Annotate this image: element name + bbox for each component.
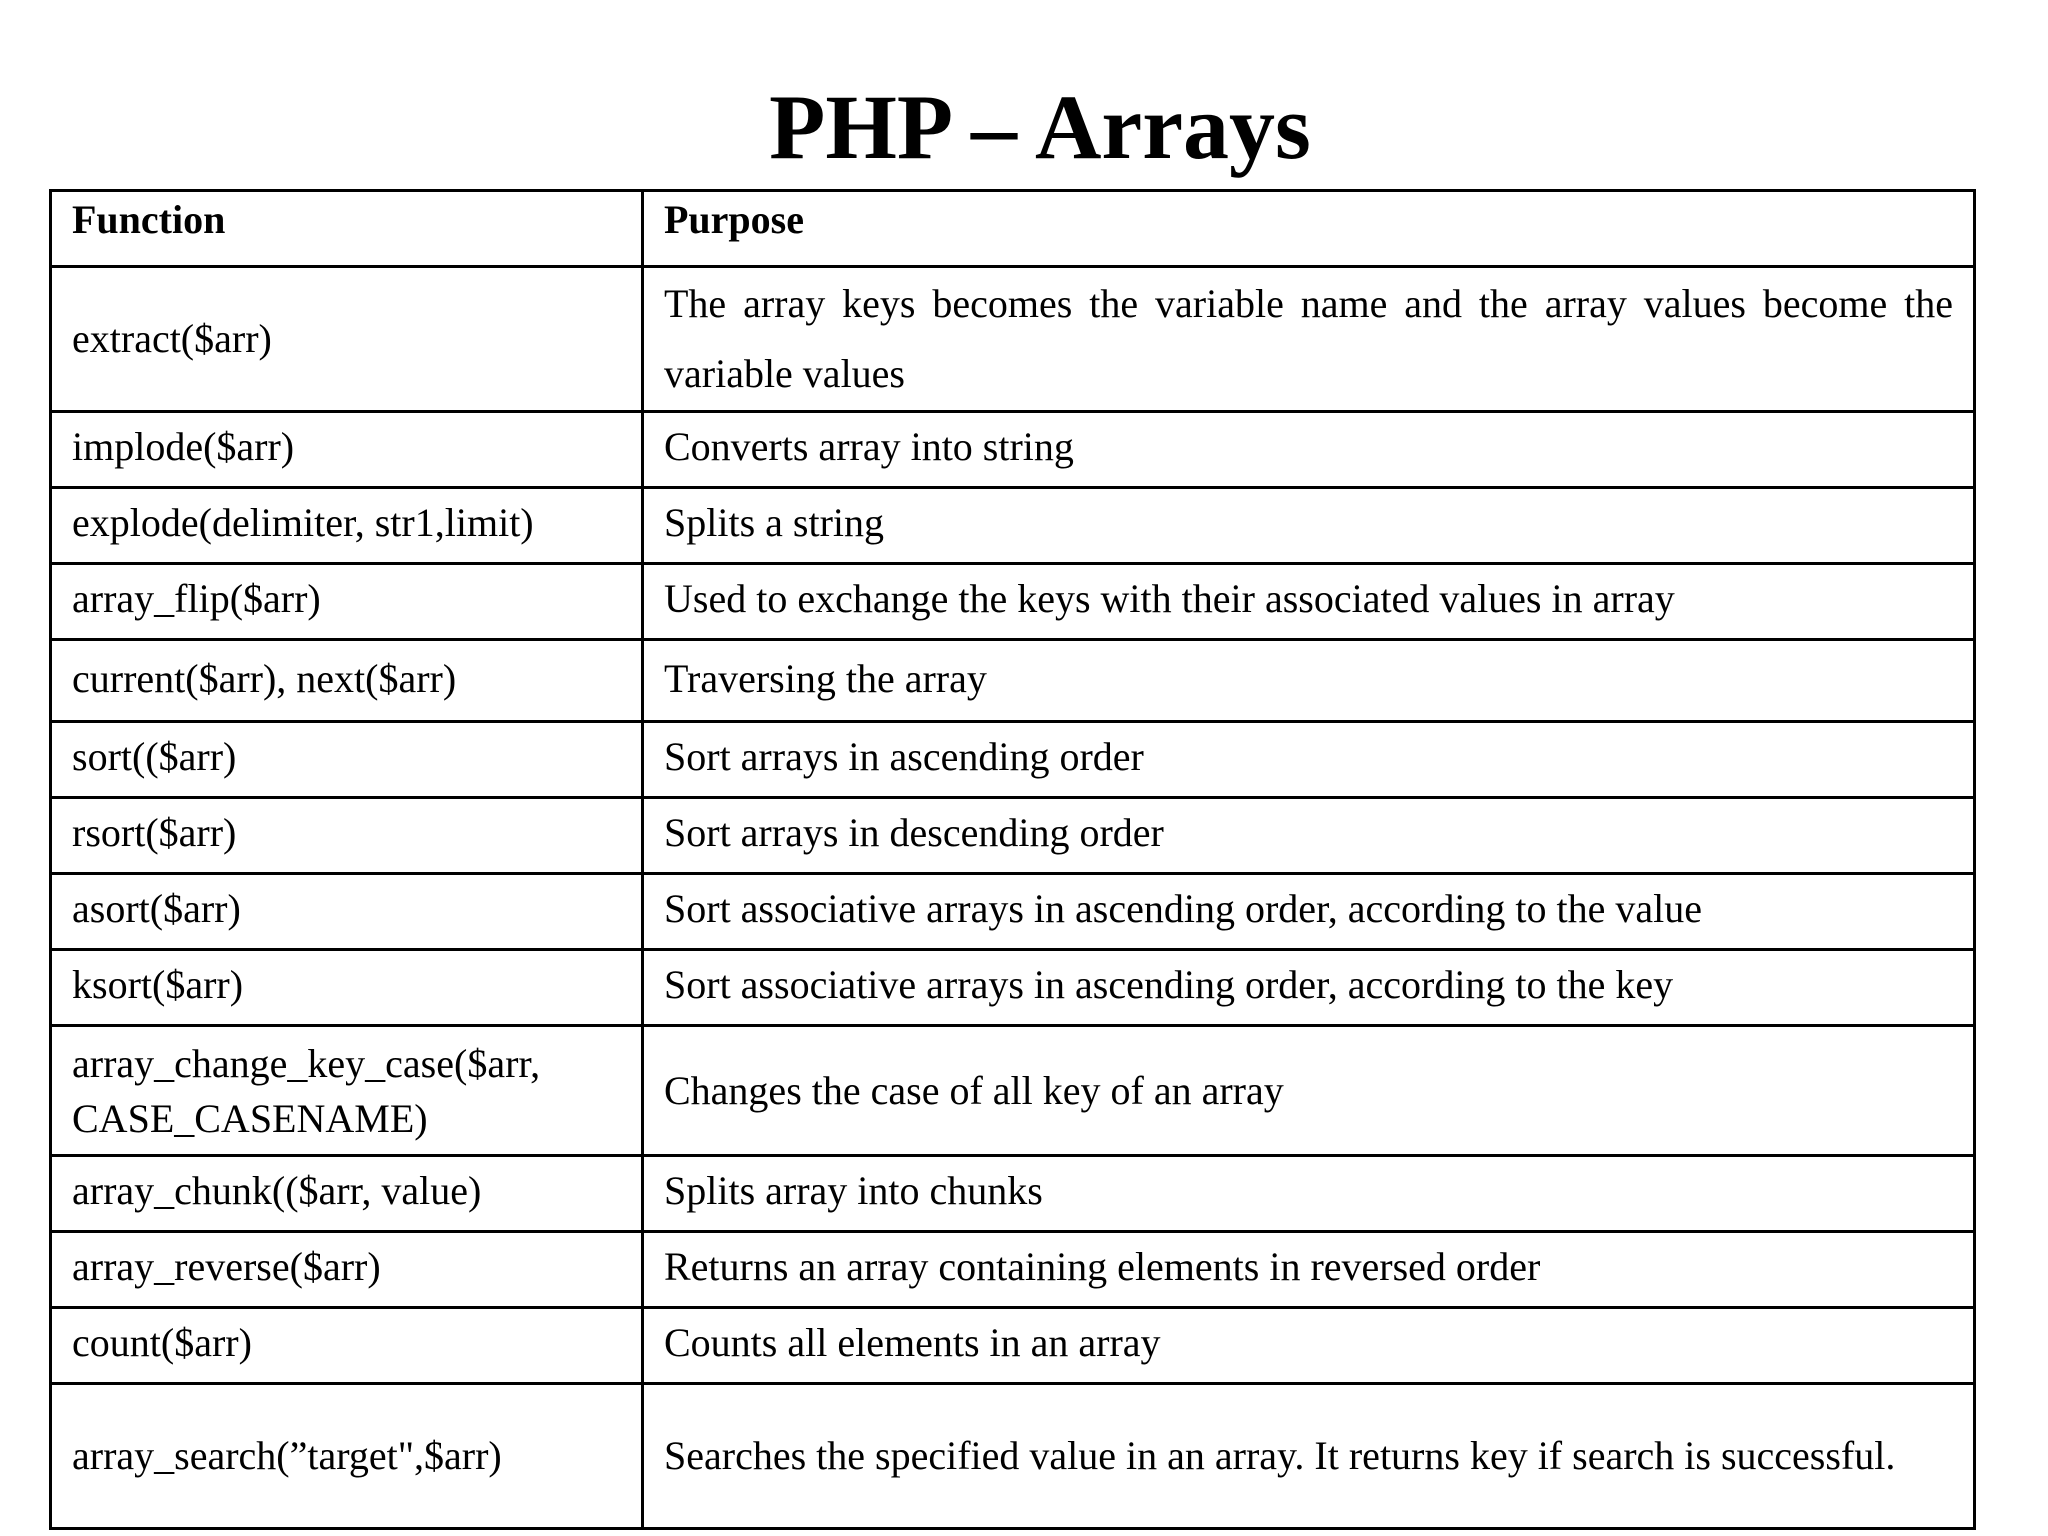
function-cell: ksort($arr) bbox=[51, 950, 643, 1026]
table-row bbox=[51, 488, 1975, 564]
table-row bbox=[51, 1232, 1975, 1308]
function-cell: array_search(”target",$arr) bbox=[51, 1384, 643, 1529]
function-cell: explode(delimiter, str1,limit) bbox=[51, 488, 643, 564]
purpose-cell: Returns an array containing elements in reversed order bbox=[643, 1232, 1975, 1308]
php-array-functions-table bbox=[49, 189, 1976, 1530]
table-row bbox=[51, 950, 1975, 1026]
purpose-cell: The array keys becomes the variable name and the array values become the variable values bbox=[643, 267, 1975, 412]
table-header-row bbox=[51, 191, 1975, 267]
column-header-purpose: Purpose bbox=[643, 191, 1975, 267]
table-row bbox=[51, 1156, 1975, 1232]
purpose-cell: Counts all elements in an array bbox=[643, 1308, 1975, 1384]
table-row bbox=[51, 1308, 1975, 1384]
purpose-cell: Sort arrays in descending order bbox=[643, 798, 1975, 874]
table-row bbox=[51, 564, 1975, 640]
function-cell: current($arr), next($arr) bbox=[51, 640, 643, 722]
purpose-cell: Traversing the array bbox=[643, 640, 1975, 722]
purpose-cell: Used to exchange the keys with their associated values in array bbox=[643, 564, 1975, 640]
function-cell: array_change_key_case($arr, CASE_CASENAME) bbox=[51, 1026, 643, 1156]
table-row bbox=[51, 722, 1975, 798]
function-cell: array_flip($arr) bbox=[51, 564, 643, 640]
function-cell: implode($arr) bbox=[51, 412, 643, 488]
purpose-cell: Converts array into string bbox=[643, 412, 1975, 488]
table-row bbox=[51, 874, 1975, 950]
table-row bbox=[51, 640, 1975, 722]
table-row bbox=[51, 1384, 1975, 1529]
purpose-cell: Sort associative arrays in ascending order, according to the key bbox=[643, 950, 1975, 1026]
table-row bbox=[51, 267, 1975, 412]
function-cell: count($arr) bbox=[51, 1308, 643, 1384]
purpose-cell: Changes the case of all key of an array bbox=[643, 1026, 1975, 1156]
function-cell: array_chunk(($arr, value) bbox=[51, 1156, 643, 1232]
function-cell: sort(($arr) bbox=[51, 722, 643, 798]
purpose-cell: Sort associative arrays in ascending order, according to the value bbox=[643, 874, 1975, 950]
purpose-cell: Splits array into chunks bbox=[643, 1156, 1975, 1232]
table-row bbox=[51, 412, 1975, 488]
page-title: PHP – Arrays bbox=[769, 76, 1311, 178]
purpose-cell: Splits a string bbox=[643, 488, 1975, 564]
function-cell: extract($arr) bbox=[51, 267, 643, 412]
function-cell: rsort($arr) bbox=[51, 798, 643, 874]
function-cell: array_reverse($arr) bbox=[51, 1232, 643, 1308]
table-row bbox=[51, 1026, 1975, 1156]
purpose-cell: Searches the specified value in an array. It returns key if search is successful. bbox=[643, 1384, 1975, 1529]
column-header-function: Function bbox=[51, 191, 643, 267]
table-row bbox=[51, 798, 1975, 874]
function-cell: asort($arr) bbox=[51, 874, 643, 950]
purpose-cell: Sort arrays in ascending order bbox=[643, 722, 1975, 798]
